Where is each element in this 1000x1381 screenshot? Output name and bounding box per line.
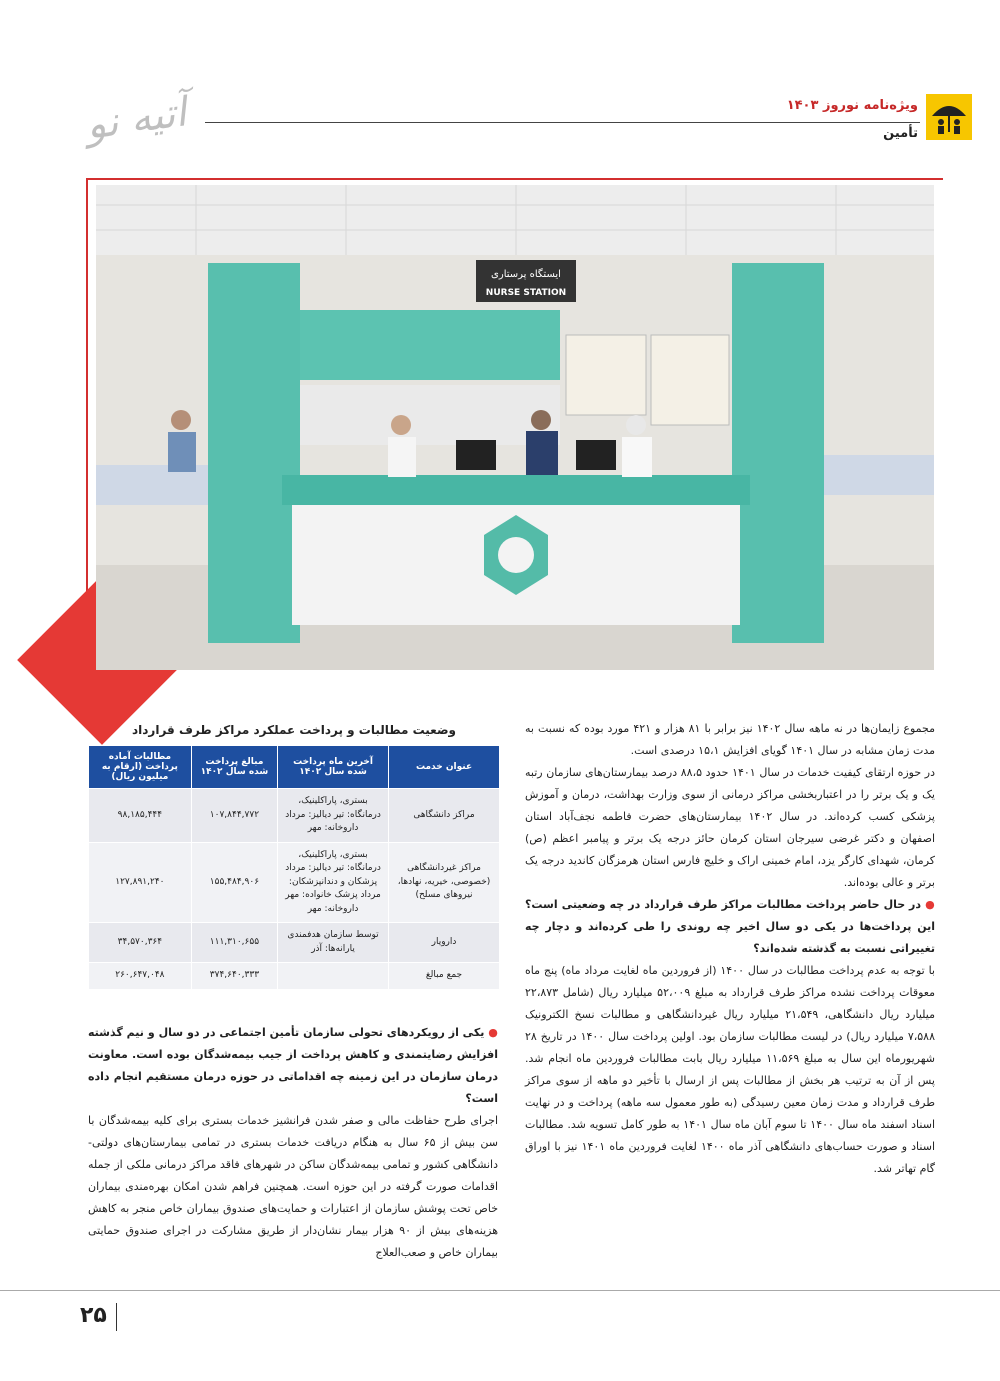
table-cell: ۱۱۱,۳۱۰,۶۵۵ <box>191 923 277 963</box>
table-cell: ۳۷۴,۶۴۰,۳۳۳ <box>191 963 277 990</box>
sign-english-text: NURSE STATION <box>485 288 567 298</box>
table-cell: دارویار <box>389 923 500 963</box>
table-cell: مراکز دانشگاهی <box>389 789 500 843</box>
table-header-row <box>89 746 500 789</box>
sign-farsi-text: ایستگاه پرستاری <box>491 269 561 280</box>
table-header-cell: آخرین ماه پرداخت شده سال ۱۴۰۲ <box>278 746 389 789</box>
article-column-left <box>88 1022 498 1264</box>
paragraph: مجموع زایمان‌ها در نه ماهه سال ۱۴۰۲ نیز برابر با ۸۱ هزار و ۴۲۱ مورد بوده که نسبت به مدت زمان مشابه در سال ۱۴۰۱ گویای افزایش ۱۵،۱ درصدی است. <box>525 722 936 757</box>
page-header <box>0 0 1000 160</box>
page-number-separator <box>116 1303 117 1331</box>
magazine-logo: آتیه نو <box>83 89 189 149</box>
table-cell: ۹۸,۱۸۵,۴۴۴ <box>89 789 192 843</box>
article-column-right <box>525 718 935 1180</box>
table-row <box>89 842 500 923</box>
question-text: در حال حاضر پرداخت مطالبات مراکز طرف قرارداد در چه وضعیتی است؟ این پرداخت‌ها در یکی دو سال اخیر چه روندی را طی کرده‌اند و دچار چه تغییراتی نسبت به گذشته شده‌اند؟ <box>525 898 935 955</box>
table-cell: ۱۲۷,۸۹۱,۲۴۰ <box>89 842 192 923</box>
table-row <box>89 923 500 963</box>
paragraph: با توجه به عدم پرداخت مطالبات در سال ۱۴۰۰ (از فروردین ماه لغایت مرداد ماه) پنج ماه معوقات پرداخت نشده مراکز طرف قرارداد به مبلغ ۵۲،۰۰۹ میلیارد ریال (شامل ۲۲،۸۷۳ میلیارد ریال دانشگاهی، ۲۱،۵۴۹ میلیارد ریال غیردانشگاهی و مطالبات نسخ الکترونیک ۷،۵۸۸ میلیارد ریال) در لیست مطالبات سازمان بود. اولین پرداخت سال ۱۴۰۰ در تاریخ ۲۸ شهریورماه این سال به مبلغ ۱۱،۵۶۹ میلیارد ریال بابت مطالبات فروردین ماه انجام شد. پس از آن به ترتیب هر بخش از مطالبات پس از ارسال با تأخیر دو ماهه از سوی مراکز طرف قرارداد و مدت زمان معین رسیدگی (به طور معمول سه ماهه) پرداخت و در نهایت اسناد اسفند ماه سال ۱۴۰۰ تا سوم آبان ماه سال ۱۴۰۱ به طور کامل تسویه شد. مطالبات اسناد و صورت حساب‌های دانشگاهی آذر ماه ۱۴۰۰ لغایت فروردین ماه ۱۴۰۱ نیز با اوراق گام تهاتر شد. <box>525 964 936 1175</box>
section-name: تأمین <box>883 126 918 141</box>
table-cell: مراکز غیردانشگاهی (خصوصی، خیریه، نهادها، نیروهای مسلح) <box>389 842 500 923</box>
umbrella-family-icon <box>926 94 972 140</box>
table-cell: ۱۵۵,۴۸۴,۹۰۶ <box>191 842 277 923</box>
table-row <box>89 789 500 843</box>
table-cell: بستری، پاراکلینیک، درمانگاه: تیر دیالیز: مرداد داروخانه: مهر <box>278 789 389 843</box>
table-cell: بستری، پاراکلینیک، درمانگاه: تیر دیالیز: مرداد پزشکان و دندانپزشکان: مرداد پزشک خانواده: مهر داروخانه: مهر <box>278 842 389 923</box>
issue-title: ویژه‌نامه نوروز ۱۴۰۳ <box>786 98 918 113</box>
table-cell: ۳۴,۵۷۰,۳۶۴ <box>89 923 192 963</box>
page-number: ۲۵ <box>80 1303 107 1328</box>
question-text: یکی از رویکردهای تحولی سازمان تأمین اجتماعی در دو سال و نیم گذشته افزایش رضایتمندی و کاهش پرداخت از جیب بیمه‌شدگان بوده است. معاونت درمان سازمان در این زمینه چه اقداماتی در حوزه درمان مستقیم انجام داده است؟ <box>88 1026 498 1105</box>
table-cell: توسط سازمان هدفمندی یارانه‌ها: آذر <box>278 923 389 963</box>
question-heading <box>88 1022 498 1110</box>
question-heading <box>525 894 935 960</box>
nurse-station-photo <box>96 185 934 670</box>
table-title: وضعیت مطالبات و پرداخت عملکرد مراکز طرف قرارداد <box>132 723 456 737</box>
table-header-cell: مبالغ پرداخت شده سال ۱۴۰۲ <box>191 746 277 789</box>
table-cell <box>278 963 389 990</box>
bullet-dot: ● <box>484 1026 498 1039</box>
table-header-cell: مطالبات آماده پرداخت (ارقام به میلیون ریال) <box>89 746 192 789</box>
paragraph: در حوزه ارتقای کیفیت خدمات در سال ۱۴۰۱ حدود ۸۸،۵ درصد بیمارستان‌های سازمان رتبه یک و یک برتر را در اعتباربخشی مراکز درمانی از سوی وزارت بهداشت، درمان و آموزش پزشکی کسب کرده‌اند. در سال ۱۴۰۲ بیمارستان‌های حضرت فاطمه نجف‌آباد استان اصفهان و دکتر غرضی سیرجان استان کرمان حائز درجه یک برتر و پیامبر اعظم (ص) کرمان، شهدای کارگر یزد، امام خمینی اراک و خلیج فارس استان هرمزگان کاندید درجه یک برتر و عالی بوده‌اند. <box>525 766 935 889</box>
table-header-cell: عنوان خدمت <box>389 746 500 789</box>
table-total-row <box>89 963 500 990</box>
header-divider <box>205 122 920 123</box>
table-cell: ۱۰۷,۸۴۴,۷۷۲ <box>191 789 277 843</box>
table-cell: جمع مبالغ <box>389 963 500 990</box>
paragraph: اجرای طرح حفاظت مالی و صفر شدن فرانشیز خدمات بستری برای کلیه بیمه‌شدگان با سن بیش از ۶۵ سال به هنگام دریافت خدمات بستری در تمامی بیمارستان‌های دولتی-دانشگاهی کشور و تمامی بیمه‌شدگان ساکن در شهرهای فاقد مراکز درمانی ملکی از جمله اقدامات صورت گرفته در این حوزه است. همچنین فراهم شدن امکان بهره‌مندی بیماران خاص تحت پوشش سازمان از اعتبارات و حمایت‌های صندوق بیماران خاص منجر به کاهش هزینه‌های بیش از ۹۰ هزار بیمار نشان‌دار از طریق مشارکت در اجرای صندوق حمایتی بیماران خاص و صعب‌العلاج <box>88 1114 499 1259</box>
claims-table <box>88 745 500 990</box>
bullet-dot: ● <box>921 898 935 911</box>
footer-divider <box>0 1290 1000 1291</box>
table-cell: ۲۶۰,۶۴۷,۰۴۸ <box>89 963 192 990</box>
